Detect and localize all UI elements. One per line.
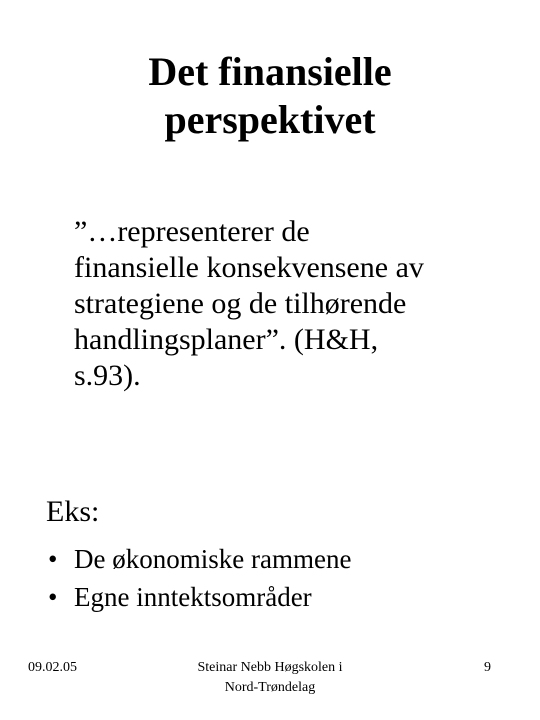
footer-page-number: 9 — [484, 660, 491, 675]
footer-date: 09.02.05 — [28, 660, 77, 675]
footer-author — [170, 658, 370, 698]
bullet-item-text: De økonomiske rammene — [74, 544, 352, 574]
bullet-icon: • — [48, 582, 58, 612]
bullet-icon: • — [48, 544, 58, 574]
example-bullet-list — [46, 540, 351, 616]
quote-line-4: handlingsplaner”. (H&H, — [74, 323, 379, 356]
definition-quote — [74, 214, 514, 394]
slide-title-line-1: Det finansielle — [148, 49, 392, 94]
footer-author-line-2: Nord-Trøndelag — [224, 680, 316, 695]
slide-title-line-2: perspektivet — [164, 97, 376, 142]
bullet-item-text: Egne inntektsområder — [74, 582, 312, 612]
quote-line-5: s.93). — [74, 359, 141, 392]
bullet-item-income-areas — [46, 578, 351, 616]
bullet-item-economic-frames — [46, 540, 351, 578]
quote-line-3: strategiene og de tilhørende — [74, 287, 407, 320]
slide-title — [0, 48, 540, 144]
quote-line-1: ”…representerer de — [74, 215, 310, 248]
example-label: Eks: — [46, 495, 100, 528]
quote-line-2: finansielle konsekvensene av — [74, 251, 424, 284]
footer-author-line-1: Steinar Nebb Høgskolen i — [197, 660, 343, 675]
